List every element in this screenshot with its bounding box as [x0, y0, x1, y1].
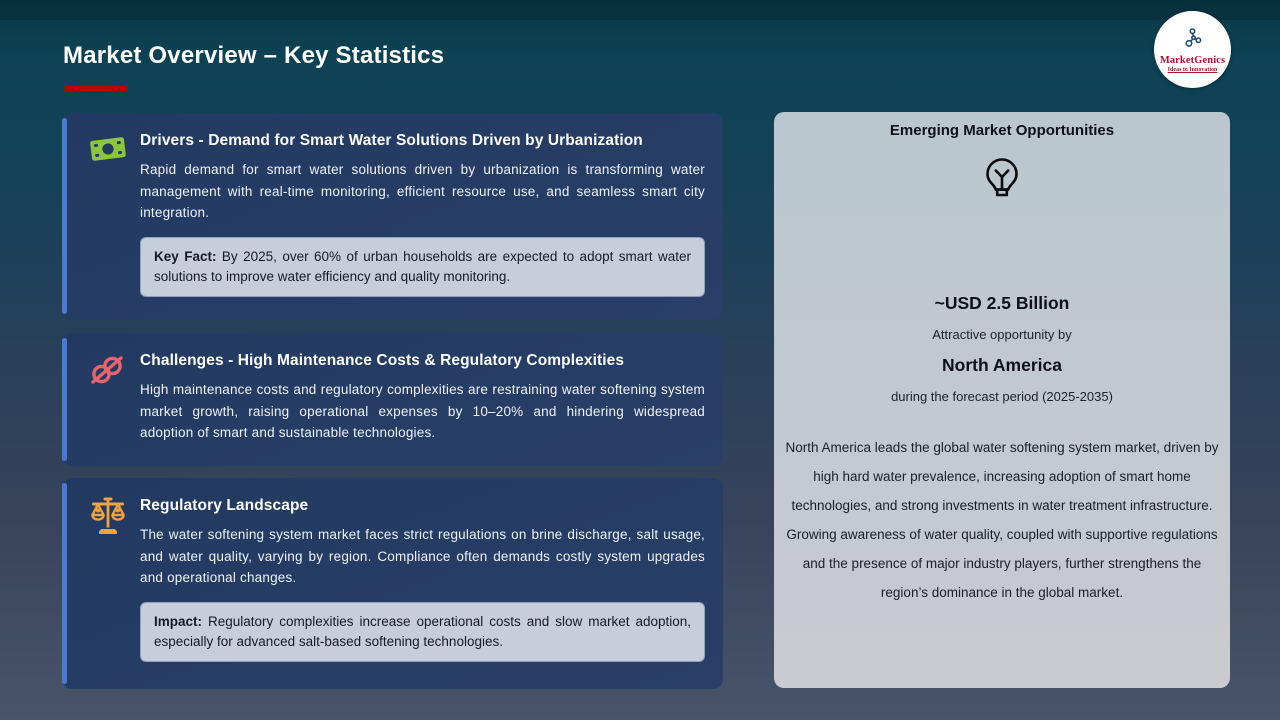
impact-box [140, 602, 705, 663]
card-accent-stripe [62, 338, 67, 461]
scales-icon [88, 496, 128, 536]
opportunity-description: North America leads the global water softening system market, driven by high hard water prevalence, increasing adoption of smart home technologies, and strong investments in water treatment infrastructure. Growing awareness of water quality, coupled with supportive regulations and the presence of major industry players, further strengthens the region’s dominance in the global market. [785, 440, 1219, 600]
callout-text: By 2025, over 60% of urban households are expected to adopt smart water solutions to improve water efficiency and quality monitoring. [154, 248, 691, 285]
card-body: High maintenance costs and regulatory complexities are restraining water softening system market growth, raising operational expenses by 10–20% and hindering widespread adoption of smart and sustainable technologies. [140, 382, 705, 441]
banknote-icon [88, 131, 128, 171]
opportunity-leadin: Attractive opportunity by [932, 327, 1072, 342]
lightbulb-icon [977, 154, 1027, 211]
logo-tagline: Ideas to Innovation [1167, 66, 1218, 73]
callout-label: Impact: [154, 613, 203, 629]
card-title: Drivers - Demand for Smart Water Solutions Driven by Urbanization [140, 132, 643, 149]
card-accent-stripe [62, 118, 67, 314]
panel-title: Emerging Market Opportunities [889, 122, 1115, 139]
company-logo [1154, 11, 1231, 88]
title-underline [65, 86, 127, 91]
opportunity-region: North America [942, 355, 1062, 375]
card-title: Regulatory Landscape [140, 497, 309, 514]
opportunity-value: ~USD 2.5 Billion [934, 293, 1070, 313]
callout-text: Regulatory complexities increase operational costs and slow market adoption, especially for advanced salt-based softening technologies. [154, 613, 691, 650]
card-accent-stripe [62, 483, 67, 684]
card-title: Challenges - High Maintenance Costs & Regulatory Complexities [140, 352, 625, 369]
opportunity-period: during the forecast period (2025-2035) [891, 389, 1113, 404]
page-title: Market Overview – Key Statistics [63, 42, 445, 69]
card-challenges [62, 333, 723, 466]
key-fact-box [140, 237, 705, 298]
logo-name: MarketGenics [1159, 54, 1226, 66]
card-body: Rapid demand for smart water solutions driven by urbanization is transforming water management with real-time monitoring, efficient resource use, and seamless smart city integration. [140, 162, 705, 221]
opportunity-panel [774, 112, 1230, 688]
callout-label: Key Fact: [154, 248, 217, 264]
network-nodes-icon [1181, 27, 1205, 54]
card-regulatory [62, 478, 723, 689]
card-body: The water softening system market faces strict regulations on brine discharge, salt usage, and water quality, varying by region. Compliance often demands costly system upgrades and operational changes. [140, 527, 705, 586]
card-drivers [62, 113, 723, 319]
broken-link-icon [88, 351, 128, 391]
top-band [0, 0, 1280, 20]
